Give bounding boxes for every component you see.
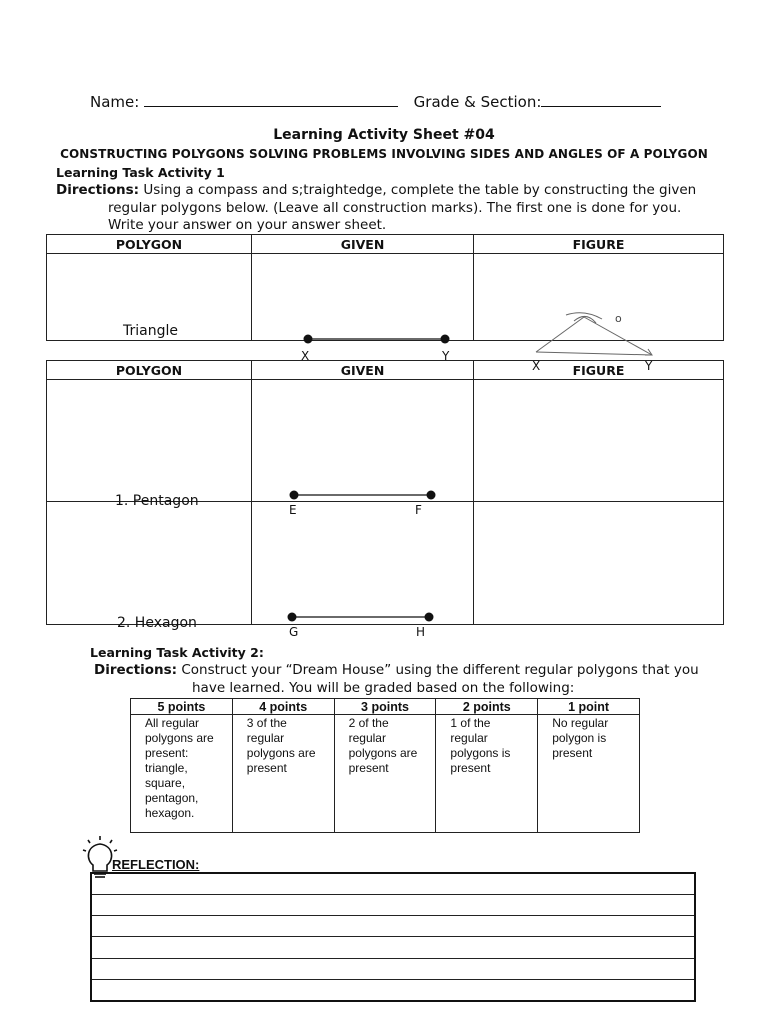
example-given-cell bbox=[252, 254, 474, 363]
point-label-x: X bbox=[301, 349, 310, 363]
reflection-answer-box[interactable] bbox=[90, 872, 696, 1002]
hexagon-label: 2. Hexagon bbox=[117, 615, 197, 631]
ruled-line bbox=[92, 936, 694, 937]
col-header-given: GIVEN bbox=[252, 235, 474, 254]
col-header-figure: FIGURE bbox=[474, 361, 724, 380]
rubric-header: 4 points bbox=[232, 699, 334, 715]
grade-section-label: Grade & Section: bbox=[413, 93, 542, 111]
task2-directions-line1: Directions: Construct your “Dream House” using the different regular polygons that you bbox=[94, 662, 699, 678]
arc-label: o bbox=[615, 312, 622, 325]
example-table bbox=[46, 234, 724, 373]
name-grade-row bbox=[90, 92, 661, 111]
task2-directions-line2: have learned. You will be graded based on the following: bbox=[192, 680, 575, 696]
task2-directions-label: Directions: bbox=[94, 662, 178, 678]
name-field[interactable] bbox=[144, 92, 398, 107]
rubric-cell-5: All regular polygons are present: triangle, square, pentagon, hexagon. bbox=[131, 715, 233, 833]
rubric-header: 1 point bbox=[538, 699, 640, 715]
hexagon-polygon-cell bbox=[47, 502, 252, 631]
ruled-line bbox=[92, 979, 694, 980]
point-label-g: G bbox=[289, 625, 299, 639]
rubric-header: 2 points bbox=[436, 699, 538, 715]
rubric-header: 3 points bbox=[334, 699, 436, 715]
example-polygon-name: Triangle bbox=[123, 323, 178, 339]
pentagon-polygon-cell bbox=[47, 380, 252, 509]
activity-table bbox=[46, 360, 724, 639]
figure-label-y: Y bbox=[645, 359, 653, 373]
grade-section-field[interactable] bbox=[541, 92, 661, 107]
pentagon-label: 1. Pentagon bbox=[115, 492, 199, 509]
point-label-y: Y bbox=[442, 349, 450, 363]
pentagon-given-cell bbox=[252, 380, 474, 517]
task1-directions-label: Directions: bbox=[56, 182, 140, 198]
point-label-f: F bbox=[415, 502, 422, 517]
task1-heading: Learning Task Activity 1 bbox=[56, 165, 225, 180]
rubric-cell-2: 1 of the regular polygons is present bbox=[436, 715, 538, 833]
rubric-header: 5 points bbox=[131, 699, 233, 715]
rubric-cell-3: 2 of the regular polygons are present bbox=[334, 715, 436, 833]
col-header-figure: FIGURE bbox=[474, 235, 724, 254]
ruled-line bbox=[92, 958, 694, 959]
rubric-cell-4: 3 of the regular polygons are present bbox=[232, 715, 334, 833]
example-polygon-cell bbox=[47, 254, 252, 341]
rubric-cell-1: No regular polygon is present bbox=[538, 715, 640, 833]
pentagon-figure-cell[interactable] bbox=[474, 380, 724, 502]
col-header-polygon: POLYGON bbox=[47, 361, 252, 380]
task1-directions-line2: regular polygons below. (Leave all construction marks). The first one is done for you. bbox=[108, 200, 682, 216]
col-header-given: GIVEN bbox=[252, 361, 474, 380]
reflection-heading: REFLECTION: bbox=[112, 857, 200, 872]
sheet-title: Learning Activity Sheet #04 bbox=[273, 127, 495, 143]
ruled-line bbox=[92, 915, 694, 916]
hexagon-figure-cell[interactable] bbox=[474, 502, 724, 625]
sheet-subtitle: CONSTRUCTING POLYGONS SOLVING PROBLEMS INVOLVING SIDES AND ANGLES OF A POLYGON bbox=[60, 147, 708, 161]
figure-label-x: X bbox=[532, 359, 541, 373]
ruled-line bbox=[92, 894, 694, 895]
point-label-h: H bbox=[416, 625, 426, 639]
name-label: Name: bbox=[90, 93, 140, 111]
task1-directions-line3: Write your answer on your answer sheet. bbox=[108, 217, 387, 233]
task1-directions-line1: Directions: Using a compass and s;traightedge, complete the table by constructing the given bbox=[56, 182, 697, 198]
point-label-e: E bbox=[289, 502, 297, 517]
segment-ef bbox=[252, 441, 474, 563]
task2-heading: Learning Task Activity 2: bbox=[90, 645, 264, 660]
col-header-polygon: POLYGON bbox=[47, 235, 252, 254]
rubric-table bbox=[130, 698, 640, 833]
